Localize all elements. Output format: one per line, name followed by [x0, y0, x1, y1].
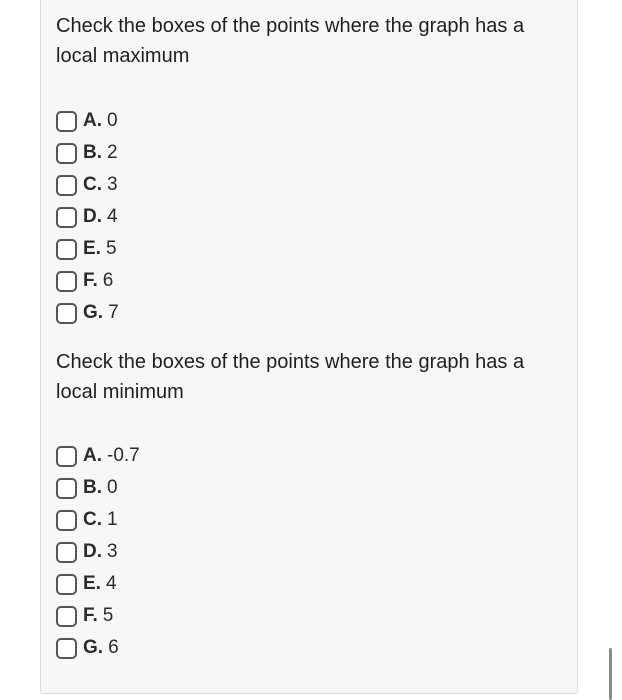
question-1-option-c[interactable]	[56, 169, 119, 201]
option-value: 6	[108, 637, 119, 658]
option-value: 2	[107, 142, 118, 163]
checkbox[interactable]	[56, 143, 77, 164]
option-letter: F.	[83, 605, 98, 626]
checkbox[interactable]	[56, 446, 77, 467]
question-1-option-b[interactable]	[56, 137, 119, 169]
checkbox[interactable]	[56, 207, 77, 228]
question-1-option-e[interactable]	[56, 233, 119, 265]
question-2-option-f[interactable]	[56, 600, 140, 632]
question-2-option-g[interactable]	[56, 632, 140, 664]
option-letter: E.	[83, 573, 101, 594]
checkbox[interactable]	[56, 542, 77, 563]
option-value: 6	[102, 270, 114, 291]
option-letter: G.	[83, 637, 104, 658]
option-letter: E.	[83, 238, 101, 259]
checkbox[interactable]	[56, 111, 77, 132]
question-1-options	[56, 105, 119, 329]
checkbox[interactable]	[56, 606, 77, 627]
checkbox[interactable]	[56, 638, 77, 659]
scrollbar-thumb[interactable]	[609, 648, 612, 700]
question-1-option-a[interactable]	[56, 105, 119, 137]
question-2-option-a[interactable]	[56, 440, 140, 472]
question-panel	[40, 0, 578, 694]
checkbox[interactable]	[56, 478, 77, 499]
option-letter: C.	[83, 174, 102, 195]
option-value: 3	[107, 541, 118, 562]
checkbox[interactable]	[56, 303, 77, 324]
checkbox[interactable]	[56, 175, 77, 196]
option-letter: C.	[83, 509, 102, 530]
option-value: 4	[105, 573, 117, 594]
option-letter: F.	[83, 270, 98, 291]
question-2-option-d[interactable]	[56, 536, 140, 568]
checkbox[interactable]	[56, 271, 77, 292]
question-2-prompt: Check the boxes of the points where the graph has a local minimum	[56, 351, 525, 403]
option-letter: G.	[83, 302, 104, 323]
option-value: 1	[107, 509, 118, 530]
checkbox[interactable]	[56, 239, 77, 260]
checkbox[interactable]	[56, 574, 77, 595]
question-1-prompt: Check the boxes of the points where the graph has a local maximum	[56, 15, 525, 67]
question-2-option-c[interactable]	[56, 504, 140, 536]
option-letter: A.	[83, 445, 102, 466]
question-1-option-f[interactable]	[56, 265, 119, 297]
option-letter: A.	[83, 110, 102, 131]
option-value: 4	[107, 206, 118, 227]
option-letter: D.	[83, 541, 102, 562]
option-value: 7	[108, 302, 119, 323]
option-value: 3	[107, 174, 118, 195]
question-2-options	[56, 440, 140, 664]
option-value: 5	[105, 238, 117, 259]
question-2-option-e[interactable]	[56, 568, 140, 600]
option-letter: B.	[83, 477, 102, 498]
question-1-option-g[interactable]	[56, 297, 119, 329]
option-value: 0	[107, 110, 118, 131]
option-value: -0.7	[107, 445, 140, 466]
option-value: 0	[107, 477, 118, 498]
checkbox[interactable]	[56, 510, 77, 531]
option-letter: D.	[83, 206, 102, 227]
option-value: 5	[102, 605, 114, 626]
question-1-option-d[interactable]	[56, 201, 119, 233]
question-2-option-b[interactable]	[56, 472, 140, 504]
option-letter: B.	[83, 142, 102, 163]
